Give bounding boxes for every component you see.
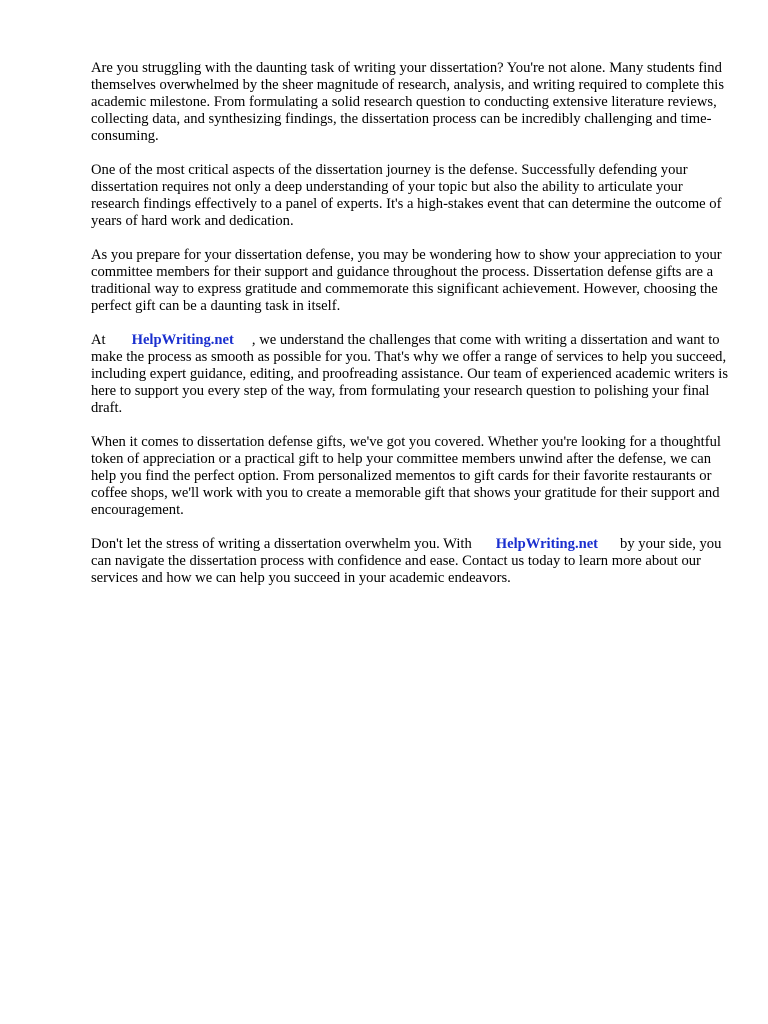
paragraph-services-body: , we understand the challenges that come with writing a dissertation and want to make the process as smooth as possible for you. That's why we offer a range of services to help you succeed, including expert guidance, editing, and proofreading assistance. Our team of experienced academic writers is here to support you every step of the way, from formulating your research question to polishing your final draft.: [91, 332, 729, 416]
paragraph-services-lead: At: [91, 332, 106, 348]
paragraph-covered: When it comes to dissertation defense gifts, we've got you covered. Whether you're looking for a thoughtful token of appreciation or a practical gift to help your committee members unwind after the defense, we can help you find the perfect option. From personalized mementos to gift cards for their favorite restaurants or coffee shops, we'll work with you to create a memorable gift that shows your gratitude for their support and encouragement.: [91, 434, 721, 518]
paragraph-closing-body: by your side, you can navigate the dissertation process with confidence and ease. Contact us today to learn more about our services and how we can help you succeed in your academic endeavors.: [91, 536, 722, 586]
paragraph-intro: Are you struggling with the daunting task of writing your dissertation? You're not alone. Many students find themselves overwhelmed by the sheer magnitude of research, analysis, and writing required to complete this academic milestone. From formulating a solid research question to conducting extensive literature reviews, collecting data, and synthesizing findings, the dissertation process can be incredibly challenging and time-consuming.: [91, 60, 725, 144]
helpwriting-link[interactable]: HelpWriting.net: [131, 332, 234, 348]
paragraph-defense: One of the most critical aspects of the dissertation journey is the defense. Successfully defending your dissertation requires not only a deep understanding of your topic but also the ability to articulate your research findings effectively to a panel of experts. It's a high-stakes event that can determine the outcome of years of hard work and dedication.: [91, 162, 722, 229]
paragraph-services: [91, 332, 731, 417]
paragraph-closing: [91, 536, 731, 587]
document-page: [91, 60, 731, 604]
paragraph-closing-lead: Don't let the stress of writing a dissertation overwhelm you. With: [91, 536, 472, 552]
helpwriting-link-closing[interactable]: HelpWriting.net: [495, 536, 599, 552]
paragraph-gifts: As you prepare for your dissertation defense, you may be wondering how to show your appreciation to your committee members for their support and guidance throughout the process. Dissertation defense gifts are a traditional way to express gratitude and commemorate this significant achievement. However, choosing the perfect gift can be a daunting task in itself.: [91, 247, 722, 314]
